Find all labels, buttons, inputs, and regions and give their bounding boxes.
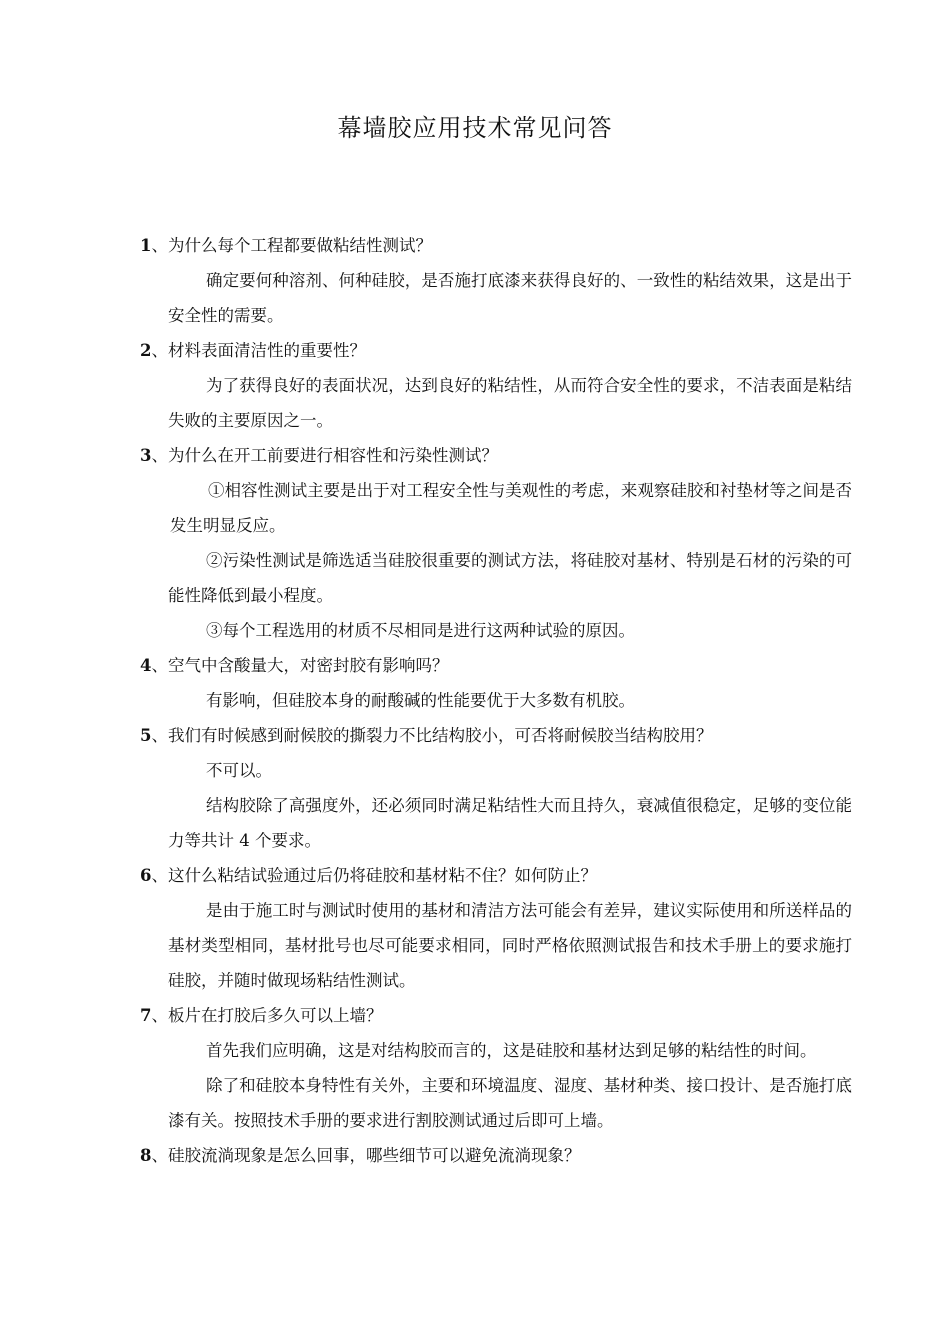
qa-item-6 (140, 858, 852, 998)
answer-paragraph: ①相容性测试主要是出于对工程安全性与美观性的考虑，来观察硅胶和衬垫材等之间是否发生明显反应。 (170, 481, 852, 535)
question-number: 4 (140, 656, 152, 675)
question-number: 5 (140, 726, 152, 745)
page-title: 幕墙胶应用技术常见问答 (337, 114, 613, 142)
question-3 (140, 438, 852, 473)
answer-paragraph: 为了获得良好的表面状况，达到良好的粘结性，从而符合安全性的要求，不洁表面是粘结失败的主要原因之一。 (168, 376, 852, 430)
answer-paragraph: 除了和硅胶本身特性有关外，主要和环境温度、湿度、基材种类、接口投计、是否施打底漆有关。按照技术手册的要求进行割胶测试通过后即可上墙。 (168, 1076, 852, 1130)
question-6 (140, 858, 852, 893)
answer-paragraph: 有影响，但硅胶本身的耐酸碱的性能要优于大多数有机胶。 (206, 691, 635, 710)
question-5 (140, 718, 852, 753)
question-text: 、为什么每个工程都要做粘结性测试？ (151, 236, 432, 255)
question-7 (140, 998, 852, 1033)
answer-paragraph: ②污染性测试是筛选适当硅胶很重要的测试方法，将硅胶对基材、特别是石材的污染的可能性降低到最小程度。 (168, 551, 852, 605)
question-2 (140, 333, 852, 368)
question-number: 6 (140, 866, 152, 885)
question-text: 、空气中含酸量大，对密封胶有影响吗？ (151, 656, 449, 675)
question-8 (140, 1138, 852, 1173)
qa-item-7 (140, 998, 852, 1138)
question-text: 、这什么粘结试验通过后仍将硅胶和基材粘不住？如何防止？ (151, 866, 597, 885)
question-number: 1 (140, 236, 152, 255)
qa-item-5 (140, 718, 852, 858)
qa-item-2 (140, 333, 852, 438)
question-text: 、硅胶流淌现象是怎么回事，哪些细节可以避免流淌现象？ (151, 1146, 581, 1165)
question-number: 2 (140, 341, 152, 360)
qa-item-1 (140, 228, 852, 333)
question-1 (140, 228, 852, 263)
question-text: 、我们有时候感到耐候胶的撕裂力不比结构胶小，可否将耐候胶当结构胶用？ (151, 726, 713, 745)
question-number: 7 (140, 1006, 152, 1025)
question-4 (140, 648, 852, 683)
question-text: 、材料表面清洁性的重要性？ (151, 341, 366, 360)
question-text: 、板片在打胶后多久可以上墙？ (151, 1006, 383, 1025)
qa-list (140, 228, 852, 1173)
answer-paragraph: 首先我们应明确，这是对结构胶而言的，这是硅胶和基材达到足够的粘结性的时间。 (206, 1041, 817, 1060)
question-number: 3 (140, 446, 152, 465)
answer-paragraph: 不可以。 (206, 761, 272, 780)
qa-item-4 (140, 648, 852, 718)
qa-item-8 (140, 1138, 852, 1173)
qa-item-3 (140, 438, 852, 648)
answer-paragraph: 结构胶除了高强度外，还必须同时满足粘结性大而且持久，衰减值很稳定，足够的变位能力等共计 4 个要求。 (168, 796, 852, 850)
answer-paragraph: 确定要何种溶剂、何种硅胶，是否施打底漆来获得良好的、一致性的粘结效果，这是出于安全性的需要。 (168, 271, 852, 325)
question-number: 8 (140, 1146, 152, 1165)
answer-paragraph: 是由于施工时与测试时使用的基材和清洁方法可能会有差异，建议实际使用和所送样品的基材类型相同，基材批号也尽可能要求相同，同时严格依照测试报告和技术手册上的要求施打硅胶，并随时做现场粘结性测试。 (168, 901, 852, 990)
answer-paragraph: ③每个工程选用的材质不尽相同是进行这两种试验的原因。 (206, 621, 635, 640)
question-text: 、为什么在开工前要进行相容性和污染性测试？ (151, 446, 498, 465)
